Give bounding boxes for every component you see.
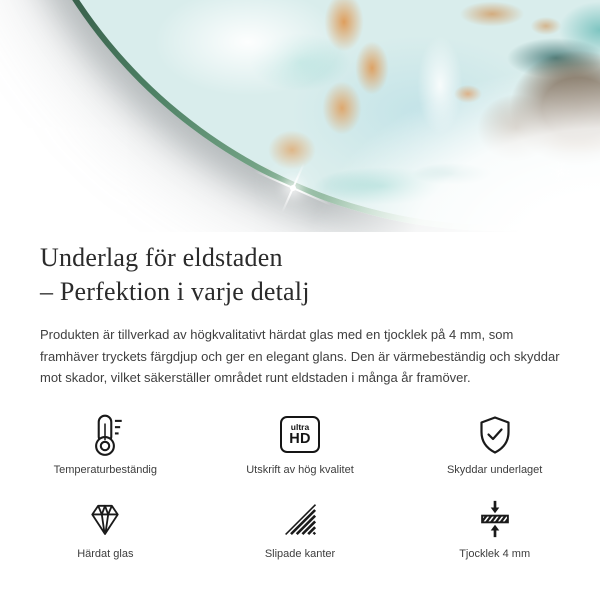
- thickness-icon: [474, 496, 516, 542]
- feature-tempered-glass: [8, 496, 203, 561]
- beveled-edges-icon: [282, 496, 318, 542]
- feature-grid: [8, 412, 592, 561]
- shield-check-icon: [473, 412, 517, 458]
- feature-label: Skyddar underlaget: [446, 463, 543, 476]
- feature-label: Tjocklek 4 mm: [459, 547, 531, 560]
- thermometer-icon: [82, 412, 128, 458]
- glass-disc-edge: [0, 0, 600, 231]
- glass-disc: [0, 0, 600, 225]
- product-description-section: [0, 241, 600, 561]
- product-description: Produkten är tillverkad av högkvalitativt härdat glas med en tjocklek på 4 mm, som framhäver tryckets färgdjup och ger en elegant glans. Den är värmebeständig och skyddar mot skador, vilket säkerställer området runt eldstaden i många år framöver.: [40, 327, 560, 385]
- feature-protection: [397, 412, 592, 477]
- feature-thickness: [397, 496, 592, 561]
- diamond-icon: [85, 496, 125, 542]
- page-title: [40, 241, 560, 309]
- feature-label: Slipade kanter: [264, 547, 336, 560]
- feature-label: Utskrift av hög kvalitet: [246, 463, 354, 476]
- feature-label: Härdat glas: [77, 547, 134, 560]
- page-title-line-2: – Perfektion i varje detalj: [40, 277, 310, 306]
- marble-art: [0, 0, 600, 225]
- page-title-line-1: Underlag för eldstaden: [40, 243, 283, 272]
- product-photo: [0, 0, 600, 232]
- feature-polished-edges: [203, 496, 398, 561]
- feature-temperature: [8, 412, 203, 477]
- feature-print-quality: [203, 412, 398, 477]
- ultra-hd-icon: ultra HD: [280, 412, 320, 458]
- feature-label: Temperaturbeständig: [53, 463, 157, 476]
